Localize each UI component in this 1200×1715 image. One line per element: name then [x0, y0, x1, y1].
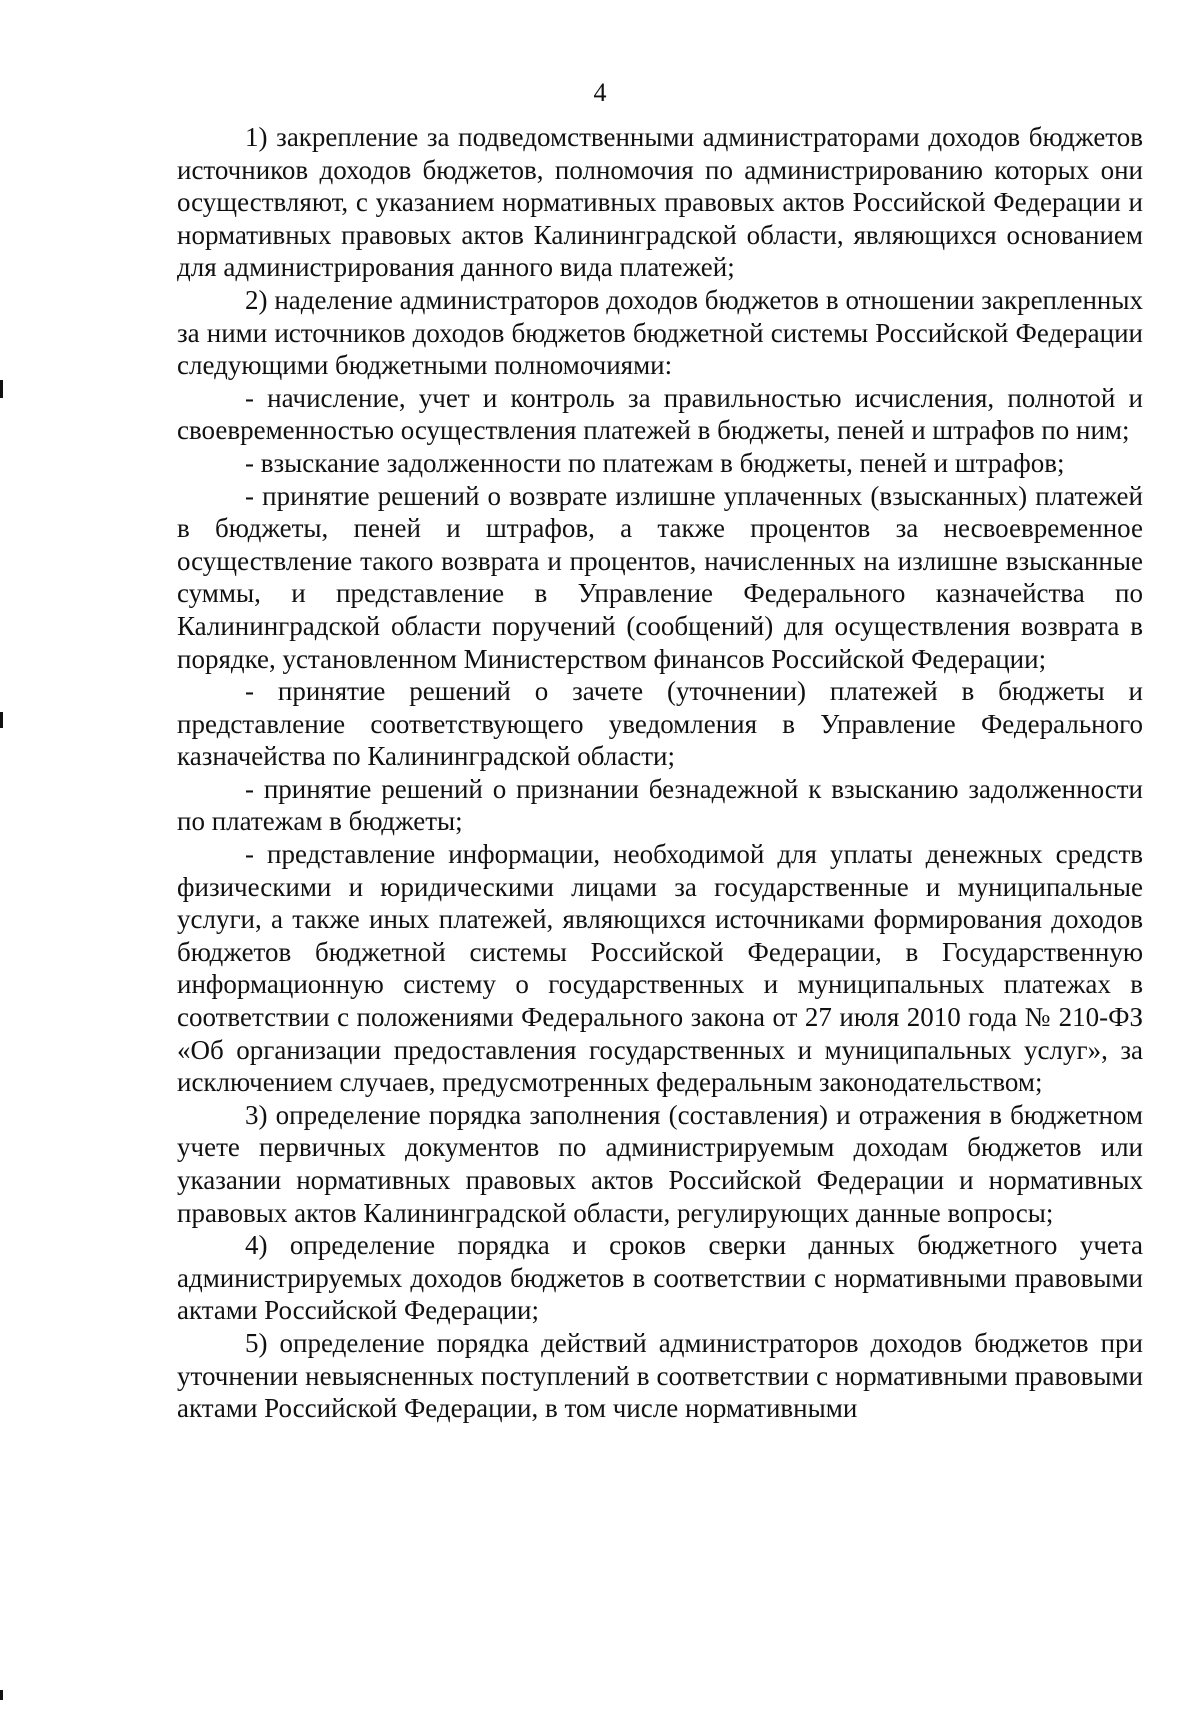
scan-edge-mark	[0, 380, 3, 398]
scan-edge-mark	[0, 1690, 3, 1700]
paragraph-item-3: 3) определение порядка заполнения (составления) и отражения в бюджетном учете первичных документов по администрируемым доходам бюджетов или указании нормативных правовых актов Российской Федерации и нормативных правовых актов Калининградской области, регулирующих данные вопросы;	[177, 1099, 1143, 1228]
document-body	[177, 121, 1143, 1425]
paragraph-bullet-bad-debt: - принятие решений о признании безнадежной к взысканию задолженности по платежам в бюджеты;	[177, 773, 1143, 837]
scan-edge-mark	[0, 712, 3, 728]
page-number: 4	[593, 78, 607, 107]
paragraph-item-4: 4) определение порядка и сроков сверки данных бюджетного учета администрируемых доходов бюджетов в соответствии с нормативными правовыми актами Российской Федерации;	[177, 1230, 1143, 1326]
paragraph-bullet-offset: - принятие решений о зачете (уточнении) платежей в бюджеты и представление соответствующего уведомления в Управление Федерального казначейства по Калининградской области;	[177, 676, 1143, 772]
paragraph-item-2: 2) наделение администраторов доходов бюджетов в отношении закрепленных за ними источников доходов бюджетов бюджетной системы Российской Федерации следующими бюджетными полномочиями:	[177, 284, 1143, 381]
paragraph-bullet-recovery: - взыскание задолженности по платежам в бюджеты, пеней и штрафов;	[245, 447, 1065, 478]
paragraph-item-1: 1) закрепление за подведомственными администраторами доходов бюджетов источников доходов бюджетов, полномочия по администрированию которых они осуществляют, с указанием нормативных правовых актов Российской Федерации и нормативных правовых актов Калининградской области, являющихся основанием для администрирования данного вида платежей;	[177, 122, 1143, 283]
paragraph-bullet-refund: - принятие решений о возврате излишне уплаченных (взысканных) платежей в бюджеты, пеней и штрафов, а также процентов за несвоевременное осуществление такого возврата и процентов, начисленных на излишне взысканные суммы, и представление в Управление Федерального казначейства по Калининградской области поручений (сообщений) для осуществления возврата в порядке, установленном Министерством финансов Российской Федерации;	[177, 480, 1143, 674]
paragraph-bullet-accrual: - начисление, учет и контроль за правильностью исчисления, полнотой и своевременностью осуществления платежей в бюджеты, пеней и штрафов по ним;	[177, 382, 1143, 446]
paragraph-bullet-information: - представление информации, необходимой для уплаты денежных средств физическими и юридическими лицами за государственные и муниципальные услуги, а также иных платежей, являющихся источниками формирования доходов бюджетов бюджетной системы Российской Федерации, в Государственную информационную систему о государственных и муниципальных платежах в соответствии с положениями Федерального закона от 27 июля 2010 года № 210-ФЗ «Об организации предоставления государственных и муниципальных услуг», за исключением случаев, предусмотренных федеральным законодательством;	[177, 839, 1143, 1098]
paragraph-item-5: 5) определение порядка действий администраторов доходов бюджетов при уточнении невыясненных поступлений в соответствии с нормативными правовыми актами Российской Федерации, в том числе нормативными	[177, 1327, 1143, 1424]
